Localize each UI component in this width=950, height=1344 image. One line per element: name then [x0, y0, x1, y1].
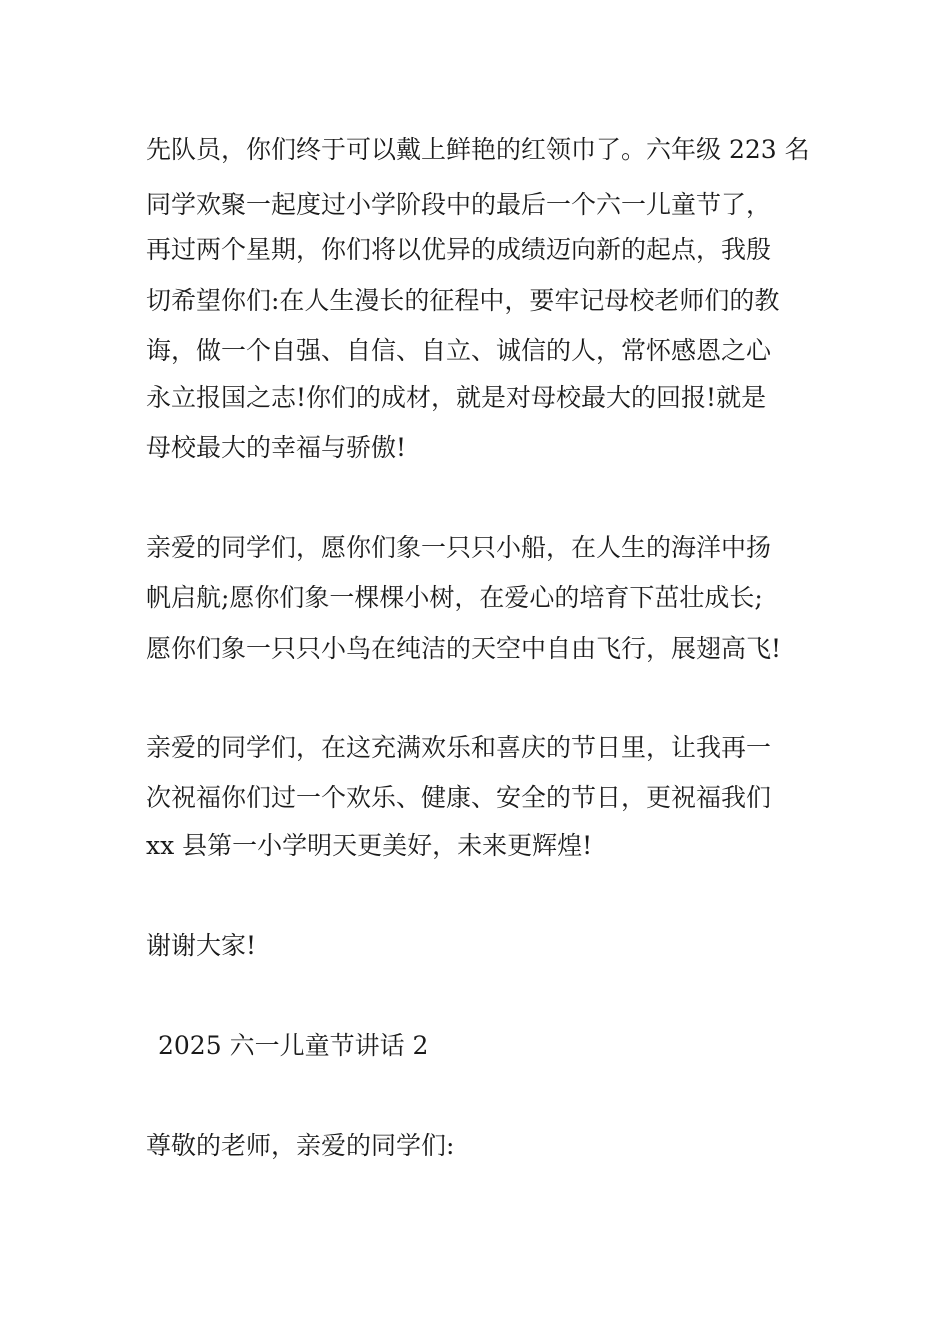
- paragraph-1-line-4: 切希望你们:在人生漫长的征程中，要牢记母校老师们的教: [146, 286, 780, 315]
- paragraph-3-line-2: 次祝福你们过一个欢乐、健康、安全的节日，更祝福我们: [146, 783, 772, 812]
- paragraph-3-line-1: 亲爱的同学们，在这充满欢乐和喜庆的节日里，让我再一: [146, 733, 772, 762]
- paragraph-1-line-2: 同学欢聚一起度过小学阶段中的最后一个六一儿童节了，: [146, 190, 772, 219]
- paragraph-1-line-6: 永立报国之志!你们的成材，就是对母校最大的回报!就是: [146, 383, 767, 412]
- section-heading: 2025 六一儿童节讲话 2: [158, 1031, 429, 1060]
- paragraph-3-line-3: xx 县第一小学明天更美好，未来更辉煌!: [146, 831, 593, 860]
- paragraph-2-line-3: 愿你们象一只只小鸟在纯洁的天空中自由飞行，展翅高飞!: [146, 634, 782, 663]
- closing-thanks: 谢谢大家!: [146, 931, 257, 960]
- paragraph-2-line-2: 帆启航;愿你们象一棵棵小树，在爱心的培育下茁壮成长;: [146, 583, 763, 612]
- greeting-line: 尊敬的老师，亲爱的同学们:: [146, 1131, 455, 1160]
- paragraph-2-line-1: 亲爱的同学们，愿你们象一只只小船，在人生的海洋中扬: [146, 533, 772, 562]
- paragraph-1-line-7: 母校最大的幸福与骄傲!: [146, 433, 407, 462]
- paragraph-1-line-5: 诲，做一个自强、自信、自立、诚信的人，常怀感恩之心: [146, 336, 772, 365]
- paragraph-1-line-1: 先队员，你们终于可以戴上鲜艳的红领巾了。六年级 223 名: [146, 135, 810, 164]
- paragraph-1-line-3: 再过两个星期，你们将以优异的成绩迈向新的起点，我殷: [146, 235, 772, 264]
